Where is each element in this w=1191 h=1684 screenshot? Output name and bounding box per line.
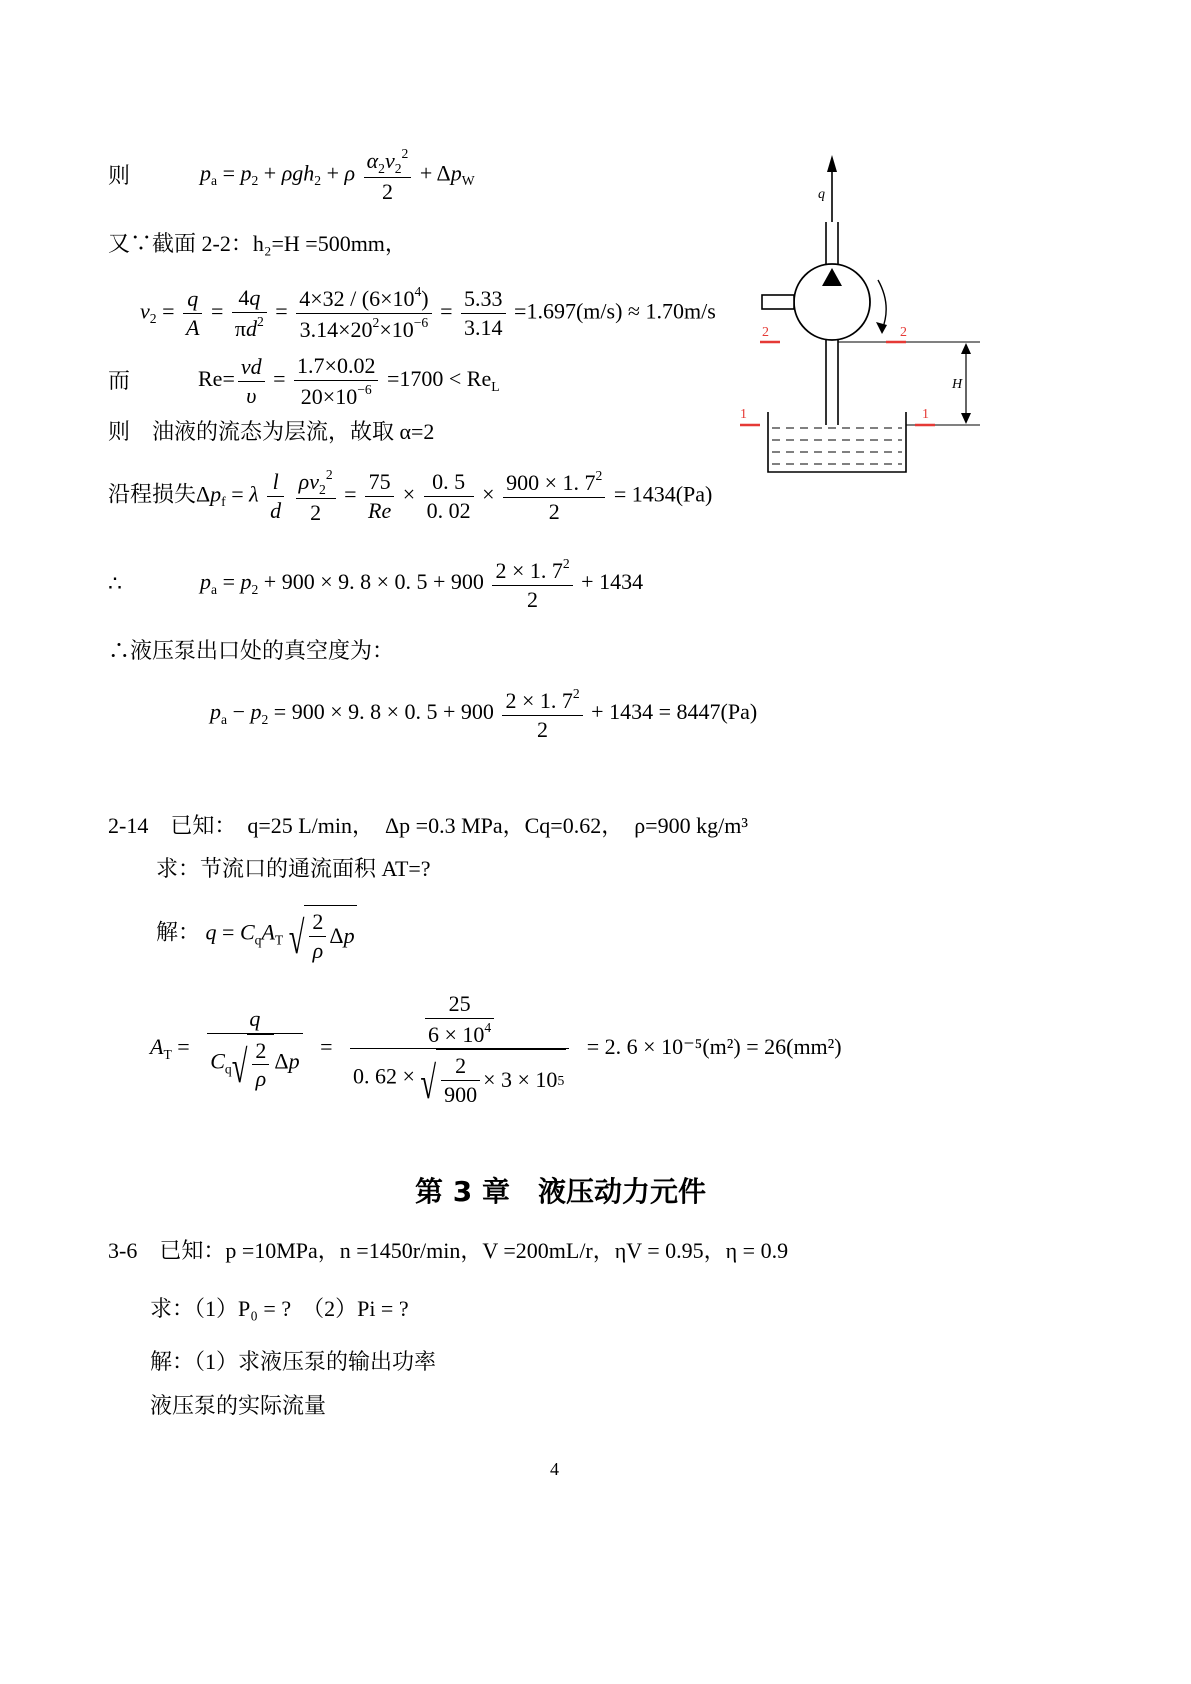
problem-3-6-flow: 液压泵的实际流量 [150, 1393, 327, 1418]
pa-equation: $p_a = p_2 + 900 \times 9$. 8 × 0. 5 + 900 $\frac{2 \times 1. 7^2}{2}$ + 1434 [200, 556, 644, 612]
section-2-label-right: 2 [900, 325, 907, 340]
re-lead: 而 [108, 368, 131, 393]
pump-shaft [762, 295, 794, 309]
oil-tank [768, 412, 906, 472]
q-label: q [818, 187, 825, 202]
H-label: H [952, 377, 963, 392]
area-equation: $A_T$ = q $C_q$ √ $\frac{2}{\rho}$ Δp = $\frac{25}{6 \times 10^4}$ 0. 62 × √ $\frac{2}{900}$ × 3 × 10 5 = 2. 6 × 10⁻⁵(m²) = 26(mm²) [150, 991, 842, 1109]
bernoulli-equation: $p_a = p_2 + \rho gh_2 + \rho$ $\frac{\alpha_2v_2^2}{2}$ + $\Delta p_W$ [200, 146, 475, 205]
friction-loss-equation: 沿程损失$\Delta p_f = \lambda$ $\frac{l}{d}$ $\frac{\rho v_2^2}{2}$ = $\frac{75}{Re}$ × $\frac{0. 5}{0. 02}$ × $\frac{900 \times 1. 7^2}{2}$ = 1434(Pa) [108, 467, 713, 526]
section-2-2-text: 又∵截面 2-2：h₂=H =500mm， [108, 231, 407, 256]
therefore-symbol: ∴ [108, 571, 122, 596]
vacuum-equation: $p_a - p_2 = 900 \times 9$. 8 × 0. 5 + 900 $\frac{2 \times 1. 7^2}{2}$ + 1434 = 8447(Pa) [210, 686, 758, 742]
oil-surface-lines [772, 428, 902, 464]
up-arrow-icon [827, 155, 837, 172]
problem-3-6-solve: 解：（1）求液压泵的输出功率 [150, 1349, 437, 1374]
section-1-label-right: 1 [922, 407, 929, 422]
problem-2-14-formula: 解： $q = C_qA_T$ √ $\frac{2}{\rho}$ Δ p [156, 905, 357, 964]
vacuum-result: = 8447(Pa) [658, 699, 758, 725]
reynolds-sub: L [491, 378, 500, 394]
then-label: 则 [108, 163, 131, 188]
reynolds-result: =1700 < Re [386, 366, 492, 392]
dim-arrow-down-icon [961, 413, 971, 424]
page-number: 4 [550, 1459, 559, 1479]
solve-lead: 解： [156, 919, 201, 945]
friction-lead: 沿程损失 [108, 481, 197, 507]
pump-diagram [740, 150, 1010, 480]
rotation-arrow-icon [876, 322, 887, 334]
problem-2-14-ask: 求：节流口的通流面积 AT=? [156, 856, 431, 881]
problem-3-6-ask: 求：（1）P₀ = ? （2）Pi = ? [150, 1296, 409, 1321]
velocity-equation: $v_2$ = $\frac{q}{A}$ = $\frac{4q}{\pi d^2}$ = $\frac{4\times 32 / (6\times 10^4)}{3.14\times 20^2\times 10^{-6}}$ = $\frac{5.33}{3.14}$ =1.697(m/s) ≈ 1.70m/s [140, 284, 716, 342]
chapter-title: 第 3 章 液压动力元件 [415, 1175, 706, 1208]
section-2-label-left: 2 [762, 325, 769, 340]
vacuum-text: ∴液压泵出口处的真空度为： [108, 638, 395, 663]
problem-2-14-head: 2-14 已知： q=25 L/min， Δp =0.3 MPa，Cq=0.62， ρ=900 kg/m³ [108, 813, 748, 838]
reynolds-equation: Re= $\frac{vd}{\upsilon}$ = $\frac{1.7\times 0.02}{20\times 10^{-6}}$ $=1700 < Re_L$ [198, 353, 500, 409]
dim-arrow-up-icon [961, 343, 971, 354]
section-1-label-left: 1 [740, 407, 747, 422]
velocity-result: =1.697(m/s) ≈ 1.70m/s [514, 298, 716, 324]
area-result: = 2. 6 × 10⁻⁵(m²) = 26(mm²) [586, 1034, 842, 1060]
friction-result: = 1434(Pa) [613, 481, 713, 507]
laminar-text: 则 油液的流态为层流，故取 α=2 [108, 419, 435, 444]
problem-3-6-head: 3-6 已知：p =10MPa，n =1450r/min，V =200mL/r，ηV = 0.95，η = 0.9 [108, 1238, 789, 1263]
rotation-arrow [878, 280, 886, 330]
